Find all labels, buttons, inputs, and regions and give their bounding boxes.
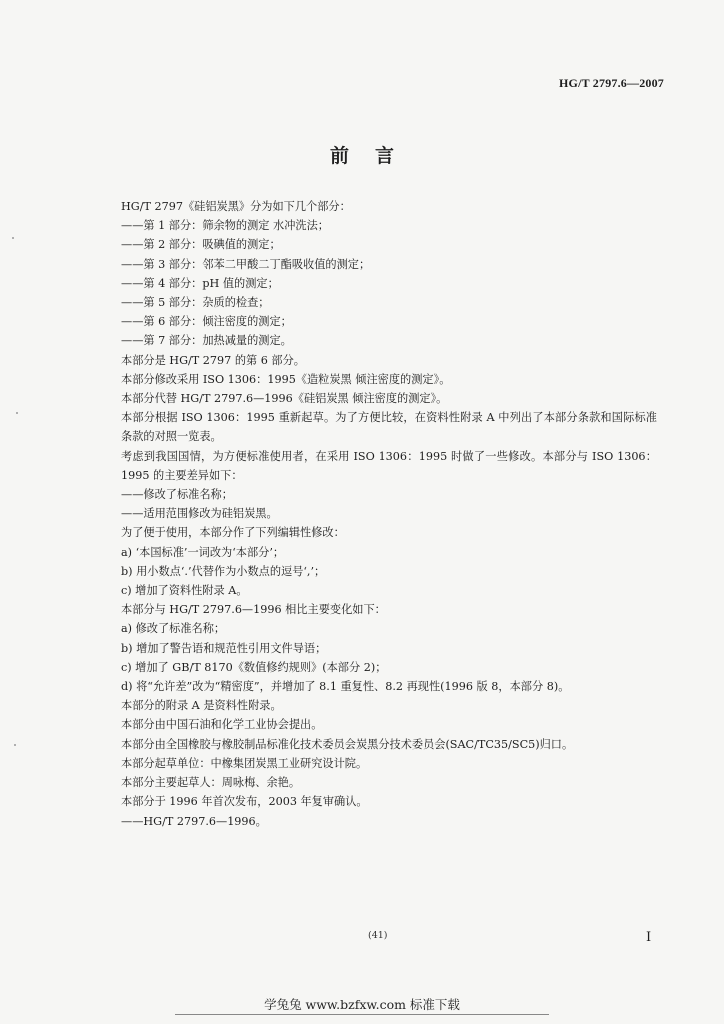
- list-item: ——HG/T 2797.6—1996。: [121, 814, 267, 828]
- list-item: b) 用小数点‘.’代替作为小数点的逗号‘,’；: [121, 564, 326, 578]
- paragraph: HG/T 2797《硅铝炭黑》分为如下几个部分：: [121, 200, 351, 213]
- list-item: ——适用范围修改为硅铝炭黑。: [121, 507, 278, 521]
- paragraph: 本部分代替 HG/T 2797.6—1996《硅铝炭黑 倾注密度的测定》。: [121, 392, 448, 406]
- scan-speck: [12, 237, 14, 239]
- list-item: a) ‘本国标准’一词改为‘本部分’；: [121, 545, 285, 559]
- page-number: (41): [368, 930, 388, 941]
- paragraph: 本部分是 HG/T 2797 的第 6 部分。: [121, 353, 305, 367]
- list-item: c) 增加了 GB/T 8170《数值修约规则》(本部分 2)；: [121, 660, 387, 674]
- paragraph: 本部分与 HG/T 2797.6—1996 相比主要变化如下：: [121, 603, 386, 617]
- list-item: ——修改了标准名称；: [121, 488, 233, 502]
- paragraph: 本部分的附录 A 是资料性附录。: [121, 699, 282, 713]
- paragraph: 考虑到我国国情，为方便标准使用者，在采用 ISO 1306：1995 时做了一些修改。本部分与 ISO 1306：1995 的主要差异如下：: [121, 449, 657, 482]
- site-banner[interactable]: 学兔兔 www.bzfxw.com 标准下载: [264, 997, 460, 1012]
- list-item: ——第 3 部分：邻苯二甲酸二丁酯吸收值的测定；: [121, 257, 371, 271]
- paragraph: 本部分主要起草人：周咏梅、余艳。: [121, 776, 301, 790]
- page-title: 前言: [329, 145, 420, 167]
- paragraph: 本部分起草单位：中橡集团炭黑工业研究设计院。: [121, 756, 368, 770]
- list-item: ——第 4 部分：pH 值的测定；: [121, 276, 279, 290]
- list-item: a) 修改了标准名称；: [121, 622, 226, 636]
- scan-speck: [16, 412, 18, 414]
- list-item: ——第 2 部分：吸碘值的测定；: [121, 238, 281, 252]
- footer-divider: [175, 1014, 549, 1015]
- paragraph: 本部分由中国石油和化学工业协会提出。: [121, 718, 323, 732]
- list-item: ——第 6 部分：倾注密度的测定；: [121, 315, 292, 329]
- scan-speck: [14, 744, 16, 746]
- list-item: b) 增加了警告语和规范性引用文件导语；: [121, 641, 327, 655]
- list-item: ——第 7 部分：加热减量的测定。: [121, 334, 292, 348]
- paragraph: 本部分根据 ISO 1306：1995 重新起草。为了方便比较，在资料性附录 A 中列出了本部分条款和国际标准条款的对照一览表。: [121, 411, 657, 444]
- paragraph: 本部分修改采用 ISO 1306：1995《造粒炭黑 倾注密度的测定》。: [121, 372, 451, 386]
- roman-page-numeral: I: [646, 930, 652, 945]
- list-item: d) 将“允许差”改为“精密度”，并增加了 8.1 重复性、8.2 再现性(1996 版 8，本部分 8)。: [121, 680, 570, 694]
- list-item: c) 增加了资料性附录 A。: [121, 584, 248, 598]
- paragraph: 本部分由全国橡胶与橡胶制品标准化技术委员会炭黑分技术委员会(SAC/TC35/SC5)归口。: [121, 737, 574, 751]
- paragraph: 本部分于 1996 年首次发布，2003 年复审确认。: [121, 795, 368, 809]
- foreword-body: [97, 197, 657, 831]
- list-item: ——第 5 部分：杂质的检查；: [121, 296, 270, 310]
- paragraph: 为了便于使用，本部分作了下列编辑性修改：: [121, 526, 345, 540]
- list-item: ——第 1 部分：筛余物的测定 水冲洗法；: [121, 219, 329, 233]
- standard-number: HG/T 2797.6—2007: [559, 76, 664, 90]
